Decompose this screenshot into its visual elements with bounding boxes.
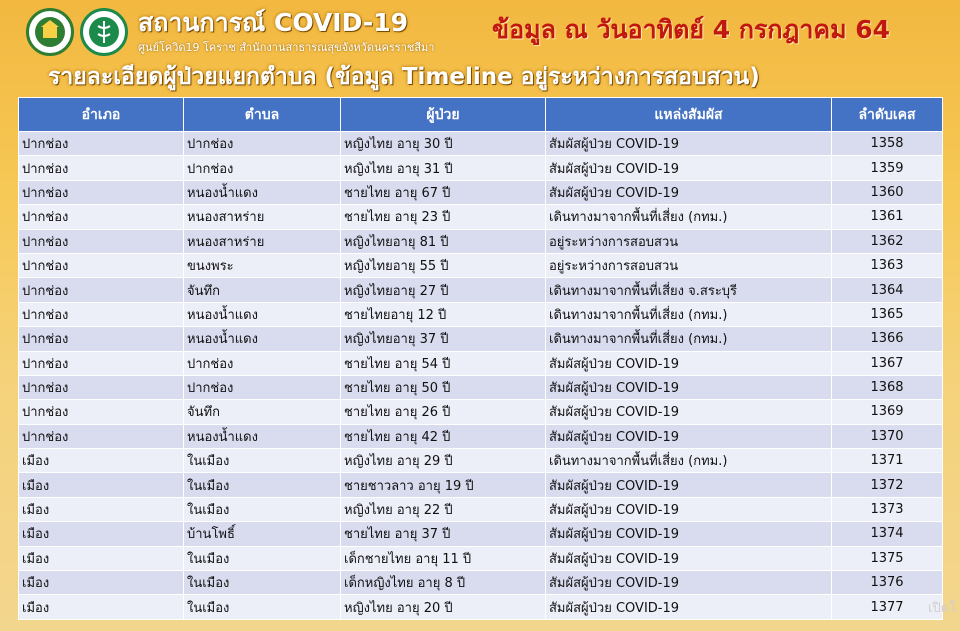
cell-case-number: 1364 [832, 278, 943, 302]
moph-caduceus-icon [80, 8, 128, 56]
cell-district: เมือง [19, 497, 184, 521]
table-row [19, 546, 943, 570]
cell-subdistrict: ปากช่อง [184, 375, 341, 399]
cell-subdistrict: จันทึก [184, 278, 341, 302]
cell-patient: หญิงไทยอายุ 37 ปี [341, 327, 546, 351]
cell-district: ปากช่อง [19, 400, 184, 424]
cell-subdistrict: หนองสาหร่าย [184, 229, 341, 253]
cell-district: เมือง [19, 546, 184, 570]
cell-case-number: 1372 [832, 473, 943, 497]
cell-exposure-source: อยู่ระหว่างการสอบสวน [546, 253, 832, 277]
cell-subdistrict: หนองน้ำแดง [184, 180, 341, 204]
cell-patient: หญิงไทย อายุ 29 ปี [341, 449, 546, 473]
cell-district: ปากช่อง [19, 327, 184, 351]
table-row [19, 351, 943, 375]
cell-exposure-source: เดินทางมาจากพื้นที่เสี่ยง (กทม.) [546, 327, 832, 351]
cell-subdistrict: ขนงพระ [184, 253, 341, 277]
table-row [19, 302, 943, 326]
cell-case-number: 1377 [832, 595, 943, 619]
table-row [19, 180, 943, 204]
cell-patient: หญิงไทย อายุ 31 ปี [341, 156, 546, 180]
cell-patient: ชายไทย อายุ 23 ปี [341, 205, 546, 229]
cell-district: ปากช่อง [19, 253, 184, 277]
cell-patient: ชายไทย อายุ 54 ปี [341, 351, 546, 375]
cell-subdistrict: หนองน้ำแดง [184, 327, 341, 351]
cell-exposure-source: สัมผัสผู้ป่วย COVID-19 [546, 180, 832, 204]
cell-exposure-source: เดินทางมาจากพื้นที่เสี่ยง (กทม.) [546, 449, 832, 473]
cell-case-number: 1361 [832, 205, 943, 229]
cell-exposure-source: เดินทางมาจากพื้นที่เสี่ยง (กทม.) [546, 302, 832, 326]
case-table-wrapper [18, 97, 942, 620]
cell-district: เมือง [19, 449, 184, 473]
cell-exposure-source: สัมผัสผู้ป่วย COVID-19 [546, 497, 832, 521]
column-header-subdistrict: ตำบล [184, 98, 341, 132]
cell-patient: หญิงไทย อายุ 22 ปี [341, 497, 546, 521]
table-row [19, 375, 943, 399]
cell-exposure-source: สัมผัสผู้ป่วย COVID-19 [546, 400, 832, 424]
cell-exposure-source: เดินทางมาจากพื้นที่เสี่ยง จ.สระบุรี [546, 278, 832, 302]
cell-district: ปากช่อง [19, 302, 184, 326]
column-header-case-number: ลำดับเคส [832, 98, 943, 132]
column-header-district: อำเภอ [19, 98, 184, 132]
cell-case-number: 1375 [832, 546, 943, 570]
table-row [19, 522, 943, 546]
cell-patient: หญิงไทยอายุ 55 ปี [341, 253, 546, 277]
header [0, 0, 960, 96]
cell-district: ปากช่อง [19, 375, 184, 399]
cell-exposure-source: สัมผัสผู้ป่วย COVID-19 [546, 546, 832, 570]
table-row [19, 497, 943, 521]
cell-district: เมือง [19, 473, 184, 497]
cell-patient: ชายไทย อายุ 42 ปี [341, 424, 546, 448]
cell-case-number: 1373 [832, 497, 943, 521]
cell-case-number: 1367 [832, 351, 943, 375]
cell-case-number: 1358 [832, 132, 943, 156]
cell-exposure-source: สัมผัสผู้ป่วย COVID-19 [546, 132, 832, 156]
cell-subdistrict: ในเมือง [184, 595, 341, 619]
table-row [19, 156, 943, 180]
table-row [19, 571, 943, 595]
table-row [19, 400, 943, 424]
table-row [19, 424, 943, 448]
cell-exposure-source: สัมผัสผู้ป่วย COVID-19 [546, 375, 832, 399]
cell-district: เมือง [19, 571, 184, 595]
cell-case-number: 1360 [832, 180, 943, 204]
cell-district: ปากช่อง [19, 180, 184, 204]
date-info: ข้อมูล ณ วันอาทิตย์ 4 กรกฎาคม 64 [492, 15, 891, 44]
cell-exposure-source: สัมผัสผู้ป่วย COVID-19 [546, 156, 832, 180]
korat-seal-icon [26, 8, 74, 56]
cell-case-number: 1368 [832, 375, 943, 399]
cell-subdistrict: ในเมือง [184, 473, 341, 497]
cell-subdistrict: หนองสาหร่าย [184, 205, 341, 229]
cell-patient: เด็กหญิงไทย อายุ 8 ปี [341, 571, 546, 595]
cell-subdistrict: หนองน้ำแดง [184, 424, 341, 448]
cell-subdistrict: บ้านโพธิ์ [184, 522, 341, 546]
cell-patient: หญิงไทยอายุ 81 ปี [341, 229, 546, 253]
cell-case-number: 1370 [832, 424, 943, 448]
cell-district: ปากช่อง [19, 132, 184, 156]
cell-subdistrict: ปากช่อง [184, 156, 341, 180]
cell-district: ปากช่อง [19, 351, 184, 375]
cell-patient: ชายไทย อายุ 26 ปี [341, 400, 546, 424]
cell-case-number: 1371 [832, 449, 943, 473]
table-row [19, 132, 943, 156]
cell-subdistrict: หนองน้ำแดง [184, 302, 341, 326]
case-table [18, 97, 943, 620]
cell-case-number: 1374 [832, 522, 943, 546]
cell-subdistrict: จันทึก [184, 400, 341, 424]
cell-case-number: 1359 [832, 156, 943, 180]
cell-exposure-source: สัมผัสผู้ป่วย COVID-19 [546, 351, 832, 375]
cell-district: เมือง [19, 595, 184, 619]
table-row [19, 595, 943, 619]
table-row [19, 449, 943, 473]
cell-case-number: 1363 [832, 253, 943, 277]
cell-subdistrict: ในเมือง [184, 449, 341, 473]
cell-exposure-source: สัมผัสผู้ป่วย COVID-19 [546, 424, 832, 448]
cell-patient: หญิงไทยอายุ 27 ปี [341, 278, 546, 302]
cell-exposure-source: สัมผัสผู้ป่วย COVID-19 [546, 522, 832, 546]
cell-subdistrict: ปากช่อง [184, 351, 341, 375]
table-title: รายละเอียดผู้ป่วยแยกตำบล (ข้อมูล Timeline อยู่ระหว่างการสอบสวน) [48, 64, 760, 90]
cell-patient: ชายไทย อายุ 37 ปี [341, 522, 546, 546]
table-row [19, 205, 943, 229]
cell-patient: หญิงไทย อายุ 20 ปี [341, 595, 546, 619]
cell-exposure-source: เดินทางมาจากพื้นที่เสี่ยง (กทม.) [546, 205, 832, 229]
cell-case-number: 1369 [832, 400, 943, 424]
cell-patient: หญิงไทย อายุ 30 ปี [341, 132, 546, 156]
table-header [19, 98, 943, 132]
cell-patient: ชายชาวลาว อายุ 19 ปี [341, 473, 546, 497]
cell-patient: ชายไทย อายุ 50 ปี [341, 375, 546, 399]
cell-subdistrict: ในเมือง [184, 497, 341, 521]
cell-district: ปากช่อง [19, 278, 184, 302]
cell-case-number: 1366 [832, 327, 943, 351]
cell-case-number: 1365 [832, 302, 943, 326]
table-body [19, 132, 943, 620]
cell-patient: ชายไทยอายุ 12 ปี [341, 302, 546, 326]
cell-subdistrict: ในเมือง [184, 546, 341, 570]
cell-case-number: 1376 [832, 571, 943, 595]
cell-district: ปากช่อง [19, 205, 184, 229]
cell-exposure-source: สัมผัสผู้ป่วย COVID-19 [546, 473, 832, 497]
cell-subdistrict: ในเมือง [184, 571, 341, 595]
cell-district: ปากช่อง [19, 229, 184, 253]
column-header-patient: ผู้ป่วย [341, 98, 546, 132]
table-row [19, 327, 943, 351]
cell-subdistrict: ปากช่อง [184, 132, 341, 156]
cell-district: เมือง [19, 522, 184, 546]
cell-exposure-source: สัมผัสผู้ป่วย COVID-19 [546, 595, 832, 619]
page-title: สถานการณ์ COVID-19 [138, 8, 408, 37]
cell-exposure-source: อยู่ระหว่างการสอบสวน [546, 229, 832, 253]
column-header-exposure-source: แหล่งสัมผัส [546, 98, 832, 132]
cell-case-number: 1362 [832, 229, 943, 253]
cell-district: ปากช่อง [19, 424, 184, 448]
cell-patient: เด็กชายไทย อายุ 11 ปี [341, 546, 546, 570]
table-row [19, 253, 943, 277]
cell-exposure-source: สัมผัสผู้ป่วย COVID-19 [546, 571, 832, 595]
table-row [19, 278, 943, 302]
page-subtitle: ศูนย์โควิด19 โคราช สำนักงานสาธารณสุขจังหวัดนครราชสีมา [138, 41, 435, 54]
overlay-text: เปิดใ [928, 601, 956, 616]
table-row [19, 229, 943, 253]
cell-district: ปากช่อง [19, 156, 184, 180]
cell-patient: ชายไทย อายุ 67 ปี [341, 180, 546, 204]
table-row [19, 473, 943, 497]
